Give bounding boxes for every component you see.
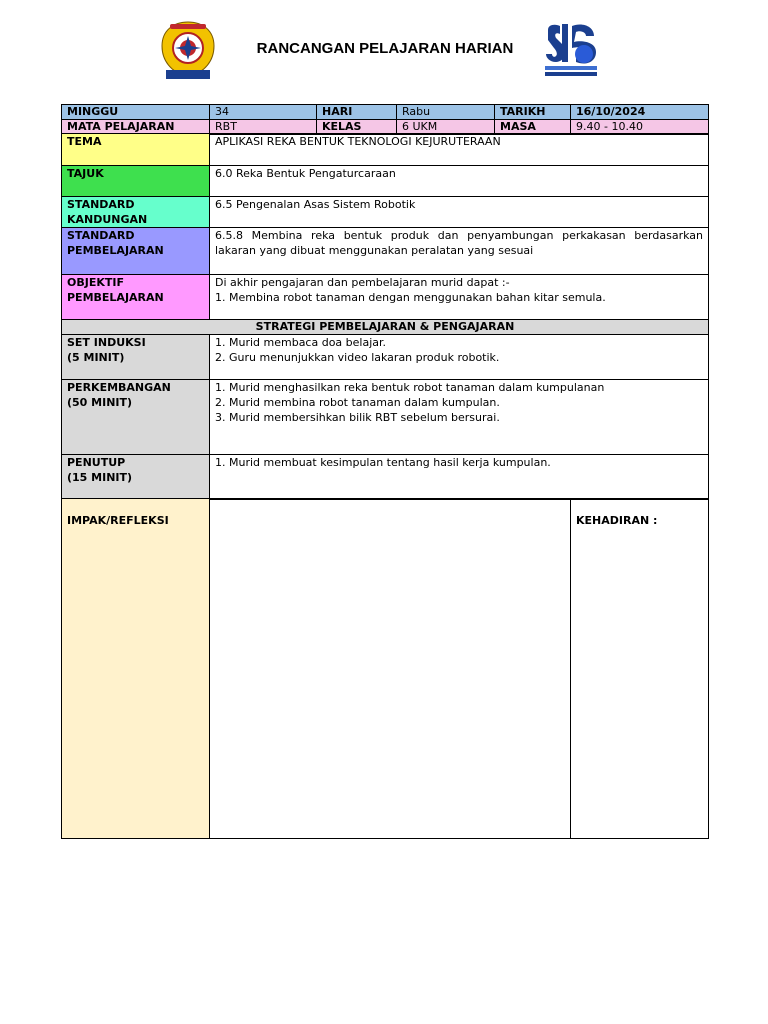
minggu-value: 34 [210,105,317,120]
minggu-label: MINGGU [62,105,210,120]
standard-kandungan-label [62,197,210,228]
school-crest-icon [158,20,218,82]
standard-kandungan-row [62,197,709,228]
page-title: RANCANGAN PELAJARAN HARIAN [256,40,514,57]
objektif-row [62,275,709,320]
impak-label: IMPAK/REFLEKSI [62,499,210,839]
hari-label: HARI [317,105,397,120]
hari-value: Rabu [397,105,495,120]
penutup-row [62,455,709,500]
objektif-label-line2: PEMBELAJARAN [67,291,164,304]
subject-label: MATA PELAJARAN [62,120,210,135]
perkembangan-row [62,380,709,455]
penutup-label-line2: (15 MINIT) [67,471,133,484]
set-induksi-row [62,335,709,380]
perkembangan-label-line2: (50 MINIT) [67,396,133,409]
set-induksi-label-line1: SET INDUKSI [67,336,146,349]
impak-table [61,498,709,839]
strategi-row [62,320,709,335]
penutup-label [62,455,210,500]
standard-pembelajaran-label-line1: STANDARD [67,229,135,242]
tema-value: APLIKASI REKA BENTUK TEKNOLOGI KEJURUTERAAN [210,134,709,166]
tajuk-row [62,166,709,197]
masa-value: 9.40 - 10.40 [571,120,709,135]
perkembangan-value [210,380,709,455]
objektif-label-line1: OBJEKTIF [67,276,124,289]
perkembangan-label-line1: PERKEMBANGAN [67,381,171,394]
kelas-label: KELAS [317,120,397,135]
info-table [61,104,709,135]
list-item: 1. Murid membuat kesimpulan tentang hasil kerja kumpulan. [215,456,551,469]
kehadiran-label: KEHADIRAN : [571,499,709,839]
standard-kandungan-label-line1: STANDARD [67,198,135,211]
list-item: 2. Guru menunjukkan video lakaran produk robotik. [215,351,500,364]
standard-kandungan-label-line2: KANDUNGAN [67,213,148,226]
tema-row [62,134,709,166]
tarikh-value: 16/10/2024 [571,105,709,120]
set-induksi-label [62,335,210,380]
tarikh-label: TARIKH [495,105,571,120]
objektif-value [210,275,709,320]
list-item: 1. Murid membaca doa belajar. [215,336,387,349]
strategi-heading: STRATEGI PEMBELAJARAN & PENGAJARAN [62,320,709,335]
impak-row [62,499,709,839]
standard-pembelajaran-row [62,228,709,275]
set-induksi-label-line2: (5 MINIT) [67,351,125,364]
subject-value: RBT [210,120,317,135]
penutup-value [210,455,709,500]
standard-pembelajaran-label [62,228,210,275]
standard-pembelajaran-value: 6.5.8 Membina reka bentuk produk dan penyambungan perkakasan berdasarkan lakaran yang dibuat menggunakan peralatan yang sesuai [210,228,709,275]
objektif-label [62,275,210,320]
tajuk-value: 6.0 Reka Bentuk Pengaturcaraan [210,166,709,197]
tema-label: TEMA [62,134,210,166]
kelas-value: 6 UKM [397,120,495,135]
standard-kandungan-value: 6.5 Pengenalan Asas Sistem Robotik [210,197,709,228]
list-item: 1. Murid menghasilkan reka bentuk robot tanaman dalam kumpulanan [215,381,605,394]
lesson-table [61,133,709,500]
list-item: 2. Murid membina robot tanaman dalam kumpulan. [215,396,500,409]
list-item: 3. Murid membersihkan bilik RBT sebelum bersurai. [215,411,500,424]
set-induksi-value [210,335,709,380]
tajuk-label: TAJUK [62,166,210,197]
info-row-1 [62,105,709,120]
objektif-line-1: Di akhir pengajaran dan pembelajaran murid dapat :- [215,276,510,289]
objektif-line-2: 1. Membina robot tanaman dengan menggunakan bahan kitar semula. [215,291,606,304]
masa-label: MASA [495,120,571,135]
perkembangan-label [62,380,210,455]
standard-pembelajaran-label-line2: PEMBELAJARAN [67,244,164,257]
impak-content[interactable] [210,499,571,839]
penutup-label-line1: PENUTUP [67,456,126,469]
